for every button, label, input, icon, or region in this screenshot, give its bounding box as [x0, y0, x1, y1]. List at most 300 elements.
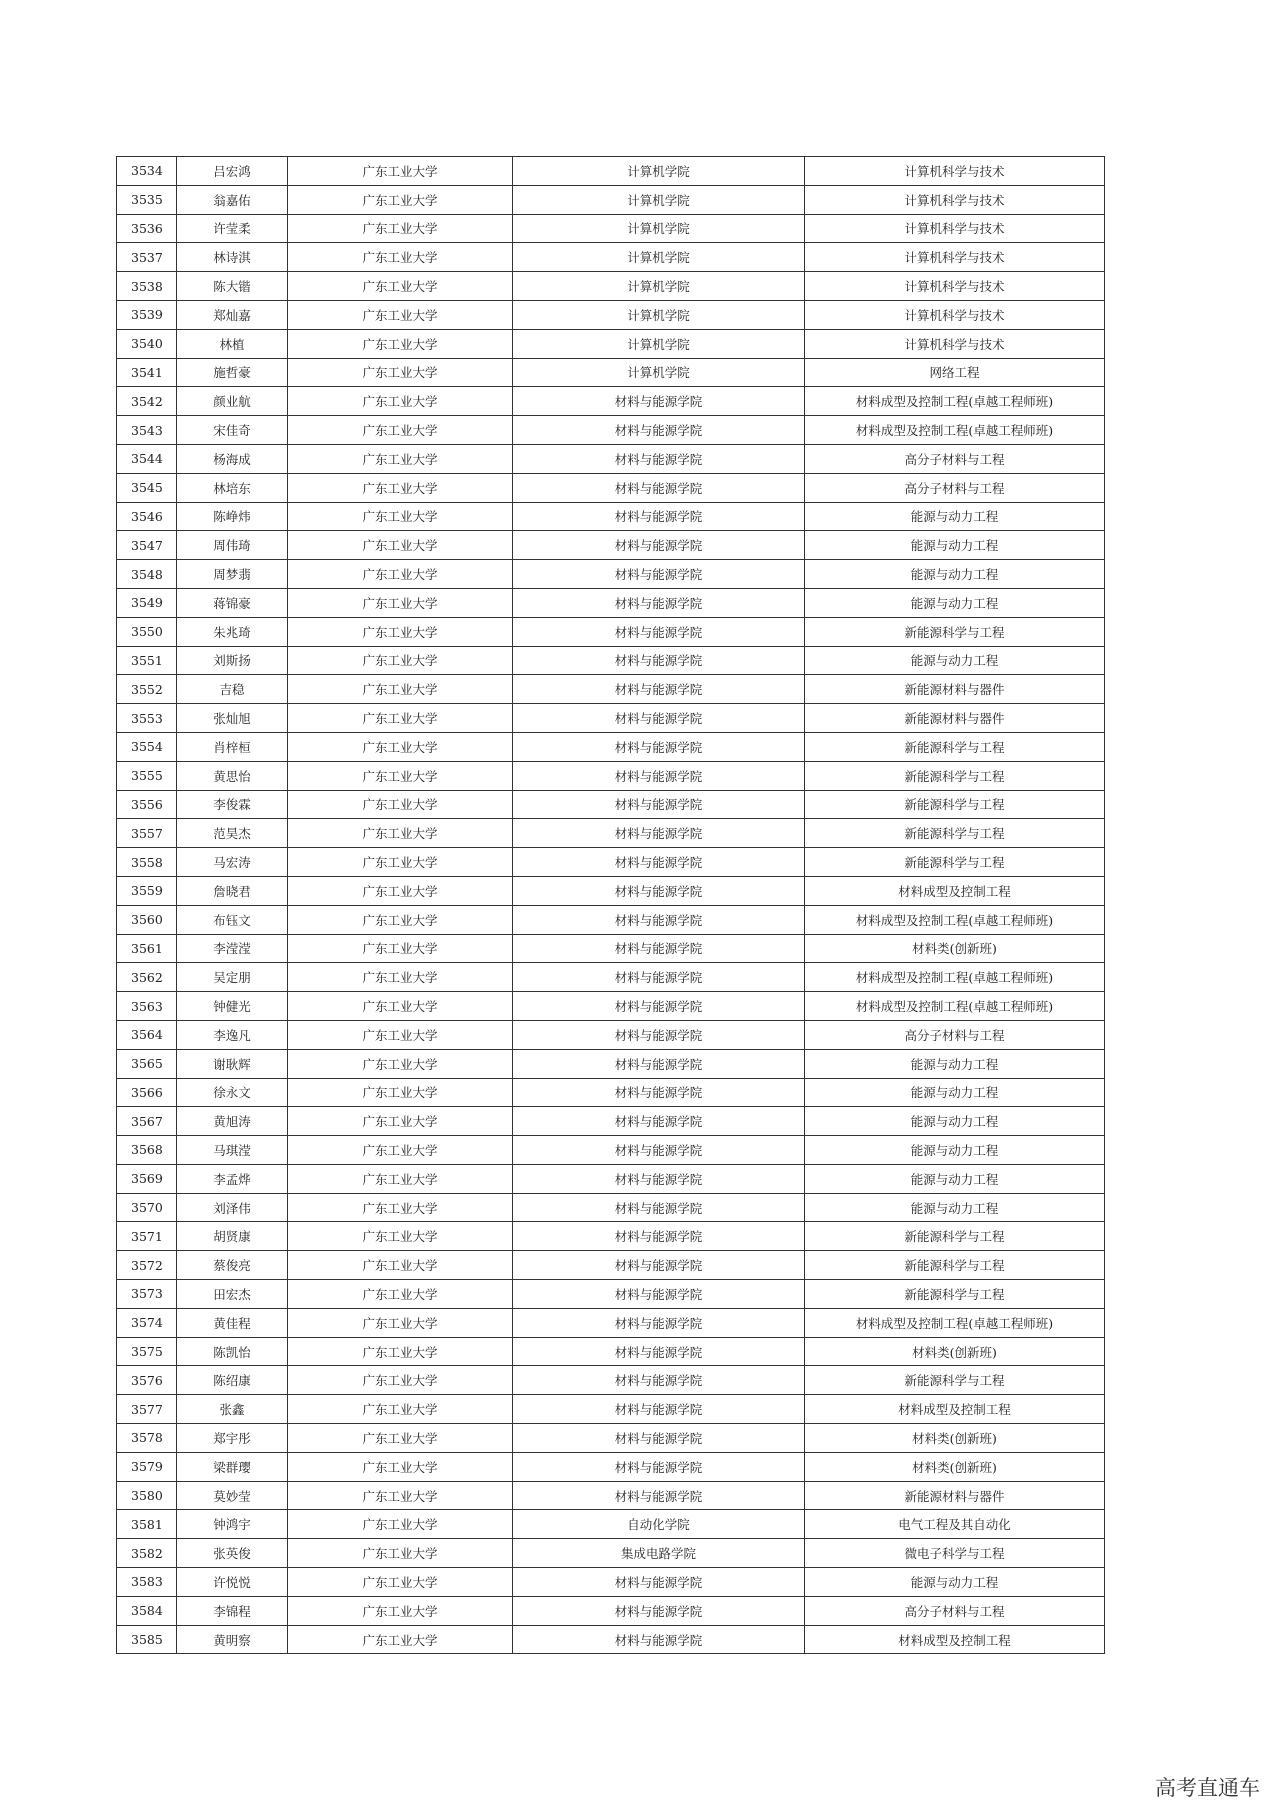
table-row — [117, 502, 1105, 531]
university-cell: 广东工业大学 — [288, 1308, 513, 1337]
row-number-cell: 3585 — [117, 1625, 177, 1654]
university-cell: 广东工业大学 — [288, 1366, 513, 1395]
student-name-cell: 李俊霖 — [177, 790, 288, 819]
row-number-cell: 3551 — [117, 646, 177, 675]
university-cell: 广东工业大学 — [288, 848, 513, 877]
row-number-cell: 3555 — [117, 761, 177, 790]
major-cell: 材料成型及控制工程(卓越工程师班) — [805, 387, 1105, 416]
table-row — [117, 876, 1105, 905]
row-number-cell: 3543 — [117, 416, 177, 445]
table-row — [117, 617, 1105, 646]
row-number-cell: 3536 — [117, 214, 177, 243]
row-number-cell: 3574 — [117, 1308, 177, 1337]
table-row — [117, 300, 1105, 329]
college-cell: 材料与能源学院 — [513, 1020, 805, 1049]
row-number-cell: 3565 — [117, 1049, 177, 1078]
table-row — [117, 1452, 1105, 1481]
college-cell: 材料与能源学院 — [513, 1424, 805, 1453]
university-cell: 广东工业大学 — [288, 761, 513, 790]
university-cell: 广东工业大学 — [288, 444, 513, 473]
university-cell: 广东工业大学 — [288, 502, 513, 531]
major-cell: 新能源科学与工程 — [805, 1280, 1105, 1309]
university-cell: 广东工业大学 — [288, 473, 513, 502]
university-cell: 广东工业大学 — [288, 819, 513, 848]
university-cell: 广东工业大学 — [288, 905, 513, 934]
row-number-cell: 3568 — [117, 1136, 177, 1165]
college-cell: 材料与能源学院 — [513, 1193, 805, 1222]
student-name-cell: 林培东 — [177, 473, 288, 502]
university-cell: 广东工业大学 — [288, 329, 513, 358]
college-cell: 计算机学院 — [513, 214, 805, 243]
college-cell: 计算机学院 — [513, 358, 805, 387]
table-row — [117, 588, 1105, 617]
major-cell: 新能源科学与工程 — [805, 819, 1105, 848]
row-number-cell: 3535 — [117, 185, 177, 214]
college-cell: 材料与能源学院 — [513, 416, 805, 445]
student-name-cell: 布钰文 — [177, 905, 288, 934]
student-name-cell: 陈绍康 — [177, 1366, 288, 1395]
college-cell: 材料与能源学院 — [513, 1596, 805, 1625]
table-row — [117, 675, 1105, 704]
college-cell: 计算机学院 — [513, 300, 805, 329]
row-number-cell: 3569 — [117, 1164, 177, 1193]
row-number-cell: 3570 — [117, 1193, 177, 1222]
college-cell: 材料与能源学院 — [513, 675, 805, 704]
row-number-cell: 3559 — [117, 876, 177, 905]
university-cell: 广东工业大学 — [288, 416, 513, 445]
major-cell: 计算机科学与技术 — [805, 329, 1105, 358]
student-name-cell: 许悦悦 — [177, 1568, 288, 1597]
university-cell: 广东工业大学 — [288, 1251, 513, 1280]
college-cell: 材料与能源学院 — [513, 444, 805, 473]
university-cell: 广东工业大学 — [288, 588, 513, 617]
student-name-cell: 詹晓君 — [177, 876, 288, 905]
student-name-cell: 钟鸿宇 — [177, 1510, 288, 1539]
university-cell: 广东工业大学 — [288, 157, 513, 186]
row-number-cell: 3567 — [117, 1107, 177, 1136]
table-row — [117, 732, 1105, 761]
row-number-cell: 3582 — [117, 1539, 177, 1568]
college-cell: 材料与能源学院 — [513, 1337, 805, 1366]
college-cell: 材料与能源学院 — [513, 876, 805, 905]
row-number-cell: 3571 — [117, 1222, 177, 1251]
table-row — [117, 1625, 1105, 1654]
table-row — [117, 1539, 1105, 1568]
table-row — [117, 1424, 1105, 1453]
major-cell: 能源与动力工程 — [805, 1164, 1105, 1193]
student-name-cell: 黄旭涛 — [177, 1107, 288, 1136]
major-cell: 能源与动力工程 — [805, 1568, 1105, 1597]
table-row — [117, 1510, 1105, 1539]
major-cell: 高分子材料与工程 — [805, 1596, 1105, 1625]
student-name-cell: 范昊杰 — [177, 819, 288, 848]
college-cell: 材料与能源学院 — [513, 761, 805, 790]
college-cell: 材料与能源学院 — [513, 905, 805, 934]
university-cell: 广东工业大学 — [288, 1193, 513, 1222]
college-cell: 材料与能源学院 — [513, 732, 805, 761]
row-number-cell: 3564 — [117, 1020, 177, 1049]
university-cell: 广东工业大学 — [288, 790, 513, 819]
row-number-cell: 3578 — [117, 1424, 177, 1453]
row-number-cell: 3550 — [117, 617, 177, 646]
table-row — [117, 992, 1105, 1021]
university-cell: 广东工业大学 — [288, 1510, 513, 1539]
student-name-cell: 张灿旭 — [177, 704, 288, 733]
major-cell: 能源与动力工程 — [805, 502, 1105, 531]
university-cell: 广东工业大学 — [288, 1222, 513, 1251]
major-cell: 计算机科学与技术 — [805, 300, 1105, 329]
university-cell: 广东工业大学 — [288, 1625, 513, 1654]
major-cell: 材料成型及控制工程(卓越工程师班) — [805, 963, 1105, 992]
student-name-cell: 吴定朋 — [177, 963, 288, 992]
row-number-cell: 3576 — [117, 1366, 177, 1395]
major-cell: 新能源材料与器件 — [805, 675, 1105, 704]
student-name-cell: 吉稳 — [177, 675, 288, 704]
table-row — [117, 1107, 1105, 1136]
major-cell: 新能源科学与工程 — [805, 1366, 1105, 1395]
college-cell: 材料与能源学院 — [513, 1136, 805, 1165]
college-cell: 材料与能源学院 — [513, 963, 805, 992]
student-name-cell: 刘泽伟 — [177, 1193, 288, 1222]
table-row — [117, 531, 1105, 560]
student-name-cell: 颜业航 — [177, 387, 288, 416]
university-cell: 广东工业大学 — [288, 185, 513, 214]
student-name-cell: 谢耿辉 — [177, 1049, 288, 1078]
student-name-cell: 李锦程 — [177, 1596, 288, 1625]
table-row — [117, 560, 1105, 589]
row-number-cell: 3577 — [117, 1395, 177, 1424]
university-cell: 广东工业大学 — [288, 1395, 513, 1424]
table-row — [117, 358, 1105, 387]
major-cell: 能源与动力工程 — [805, 1078, 1105, 1107]
university-cell: 广东工业大学 — [288, 300, 513, 329]
table-row — [117, 1280, 1105, 1309]
student-name-cell: 郑灿嘉 — [177, 300, 288, 329]
student-name-cell: 胡贤康 — [177, 1222, 288, 1251]
college-cell: 材料与能源学院 — [513, 1222, 805, 1251]
student-name-cell: 蒋锦豪 — [177, 588, 288, 617]
table-row — [117, 646, 1105, 675]
student-name-cell: 黄明察 — [177, 1625, 288, 1654]
university-cell: 广东工业大学 — [288, 732, 513, 761]
college-cell: 材料与能源学院 — [513, 704, 805, 733]
university-cell: 广东工业大学 — [288, 1596, 513, 1625]
university-cell: 广东工业大学 — [288, 272, 513, 301]
student-name-cell: 马宏涛 — [177, 848, 288, 877]
university-cell: 广东工业大学 — [288, 358, 513, 387]
table-row — [117, 185, 1105, 214]
table-row — [117, 704, 1105, 733]
college-cell: 计算机学院 — [513, 157, 805, 186]
row-number-cell: 3546 — [117, 502, 177, 531]
major-cell: 新能源材料与器件 — [805, 704, 1105, 733]
major-cell: 新能源科学与工程 — [805, 732, 1105, 761]
row-number-cell: 3539 — [117, 300, 177, 329]
college-cell: 材料与能源学院 — [513, 1308, 805, 1337]
college-cell: 材料与能源学院 — [513, 588, 805, 617]
table-row — [117, 1366, 1105, 1395]
college-cell: 材料与能源学院 — [513, 617, 805, 646]
row-number-cell: 3537 — [117, 243, 177, 272]
student-name-cell: 李孟烨 — [177, 1164, 288, 1193]
student-name-cell: 黄佳程 — [177, 1308, 288, 1337]
college-cell: 材料与能源学院 — [513, 531, 805, 560]
student-name-cell: 刘斯扬 — [177, 646, 288, 675]
major-cell: 计算机科学与技术 — [805, 185, 1105, 214]
table-row — [117, 243, 1105, 272]
major-cell: 计算机科学与技术 — [805, 157, 1105, 186]
student-name-cell: 陈大锴 — [177, 272, 288, 301]
major-cell: 高分子材料与工程 — [805, 473, 1105, 502]
college-cell: 材料与能源学院 — [513, 387, 805, 416]
university-cell: 广东工业大学 — [288, 992, 513, 1021]
student-name-cell: 陈凯怡 — [177, 1337, 288, 1366]
student-name-cell: 翁嘉佑 — [177, 185, 288, 214]
student-name-cell: 钟健光 — [177, 992, 288, 1021]
university-cell: 广东工业大学 — [288, 617, 513, 646]
table-row — [117, 934, 1105, 963]
table-row — [117, 1395, 1105, 1424]
row-number-cell: 3557 — [117, 819, 177, 848]
table-row — [117, 1568, 1105, 1597]
university-cell: 广东工业大学 — [288, 1078, 513, 1107]
university-cell: 广东工业大学 — [288, 1424, 513, 1453]
row-number-cell: 3572 — [117, 1251, 177, 1280]
table-row — [117, 473, 1105, 502]
table-row — [117, 1193, 1105, 1222]
university-cell: 广东工业大学 — [288, 934, 513, 963]
row-number-cell: 3573 — [117, 1280, 177, 1309]
college-cell: 材料与能源学院 — [513, 1049, 805, 1078]
student-name-cell: 黄思怡 — [177, 761, 288, 790]
row-number-cell: 3538 — [117, 272, 177, 301]
major-cell: 材料类(创新班) — [805, 1424, 1105, 1453]
row-number-cell: 3558 — [117, 848, 177, 877]
student-name-cell: 梁群璎 — [177, 1452, 288, 1481]
university-cell: 广东工业大学 — [288, 1107, 513, 1136]
table-row — [117, 848, 1105, 877]
major-cell: 材料成型及控制工程 — [805, 876, 1105, 905]
table-row — [117, 819, 1105, 848]
table-row — [117, 1222, 1105, 1251]
major-cell: 电气工程及其自动化 — [805, 1510, 1105, 1539]
row-number-cell: 3575 — [117, 1337, 177, 1366]
table-body — [117, 157, 1105, 1654]
university-cell: 广东工业大学 — [288, 675, 513, 704]
watermark-text: 高考直通车 — [1155, 1776, 1260, 1800]
row-number-cell: 3541 — [117, 358, 177, 387]
table-row — [117, 214, 1105, 243]
student-name-cell: 施哲豪 — [177, 358, 288, 387]
table-row — [117, 1049, 1105, 1078]
student-name-cell: 马琪滢 — [177, 1136, 288, 1165]
table-row — [117, 444, 1105, 473]
major-cell: 新能源科学与工程 — [805, 790, 1105, 819]
student-name-cell: 郑宇彤 — [177, 1424, 288, 1453]
major-cell: 新能源科学与工程 — [805, 848, 1105, 877]
table-row — [117, 1337, 1105, 1366]
table-row — [117, 761, 1105, 790]
row-number-cell: 3540 — [117, 329, 177, 358]
table-row — [117, 157, 1105, 186]
row-number-cell: 3548 — [117, 560, 177, 589]
table-row — [117, 905, 1105, 934]
major-cell: 材料成型及控制工程 — [805, 1395, 1105, 1424]
student-name-cell: 林植 — [177, 329, 288, 358]
row-number-cell: 3581 — [117, 1510, 177, 1539]
university-cell: 广东工业大学 — [288, 560, 513, 589]
college-cell: 材料与能源学院 — [513, 1568, 805, 1597]
college-cell: 材料与能源学院 — [513, 1366, 805, 1395]
row-number-cell: 3553 — [117, 704, 177, 733]
college-cell: 材料与能源学院 — [513, 1280, 805, 1309]
college-cell: 材料与能源学院 — [513, 560, 805, 589]
row-number-cell: 3542 — [117, 387, 177, 416]
major-cell: 新能源科学与工程 — [805, 761, 1105, 790]
table-row — [117, 1481, 1105, 1510]
student-name-cell: 林诗淇 — [177, 243, 288, 272]
student-name-cell: 吕宏鸿 — [177, 157, 288, 186]
major-cell: 微电子科学与工程 — [805, 1539, 1105, 1568]
college-cell: 材料与能源学院 — [513, 502, 805, 531]
university-cell: 广东工业大学 — [288, 1020, 513, 1049]
university-cell: 广东工业大学 — [288, 704, 513, 733]
table-row — [117, 1020, 1105, 1049]
student-name-cell: 宋佳奇 — [177, 416, 288, 445]
university-cell: 广东工业大学 — [288, 214, 513, 243]
major-cell: 能源与动力工程 — [805, 646, 1105, 675]
row-number-cell: 3545 — [117, 473, 177, 502]
major-cell: 材料类(创新班) — [805, 1337, 1105, 1366]
admission-list-table — [116, 156, 1105, 1654]
row-number-cell: 3549 — [117, 588, 177, 617]
major-cell: 材料成型及控制工程(卓越工程师班) — [805, 1308, 1105, 1337]
college-cell: 计算机学院 — [513, 329, 805, 358]
row-number-cell: 3554 — [117, 732, 177, 761]
student-name-cell: 杨海成 — [177, 444, 288, 473]
major-cell: 计算机科学与技术 — [805, 272, 1105, 301]
table-row — [117, 329, 1105, 358]
student-name-cell: 周梦翡 — [177, 560, 288, 589]
university-cell: 广东工业大学 — [288, 1136, 513, 1165]
student-name-cell: 许莹柔 — [177, 214, 288, 243]
college-cell: 材料与能源学院 — [513, 790, 805, 819]
college-cell: 材料与能源学院 — [513, 1395, 805, 1424]
row-number-cell: 3561 — [117, 934, 177, 963]
major-cell: 新能源材料与器件 — [805, 1481, 1105, 1510]
row-number-cell: 3552 — [117, 675, 177, 704]
student-name-cell: 蔡俊亮 — [177, 1251, 288, 1280]
row-number-cell: 3580 — [117, 1481, 177, 1510]
college-cell: 材料与能源学院 — [513, 934, 805, 963]
table-row — [117, 1308, 1105, 1337]
row-number-cell: 3583 — [117, 1568, 177, 1597]
student-name-cell: 田宏杰 — [177, 1280, 288, 1309]
student-name-cell: 肖梓桓 — [177, 732, 288, 761]
university-cell: 广东工业大学 — [288, 1539, 513, 1568]
table-row — [117, 963, 1105, 992]
college-cell: 材料与能源学院 — [513, 1625, 805, 1654]
college-cell: 材料与能源学院 — [513, 1251, 805, 1280]
row-number-cell: 3584 — [117, 1596, 177, 1625]
major-cell: 计算机科学与技术 — [805, 243, 1105, 272]
major-cell: 新能源科学与工程 — [805, 1251, 1105, 1280]
row-number-cell: 3556 — [117, 790, 177, 819]
table-row — [117, 1078, 1105, 1107]
college-cell: 材料与能源学院 — [513, 1164, 805, 1193]
university-cell: 广东工业大学 — [288, 531, 513, 560]
university-cell: 广东工业大学 — [288, 1337, 513, 1366]
major-cell: 能源与动力工程 — [805, 1193, 1105, 1222]
college-cell: 材料与能源学院 — [513, 992, 805, 1021]
major-cell: 材料成型及控制工程(卓越工程师班) — [805, 992, 1105, 1021]
university-cell: 广东工业大学 — [288, 1568, 513, 1597]
table-row — [117, 416, 1105, 445]
table-row — [117, 1596, 1105, 1625]
table-row — [117, 1164, 1105, 1193]
major-cell: 高分子材料与工程 — [805, 444, 1105, 473]
college-cell: 自动化学院 — [513, 1510, 805, 1539]
college-cell: 材料与能源学院 — [513, 1107, 805, 1136]
college-cell: 计算机学院 — [513, 243, 805, 272]
student-name-cell: 张鑫 — [177, 1395, 288, 1424]
student-name-cell: 李滢滢 — [177, 934, 288, 963]
major-cell: 计算机科学与技术 — [805, 214, 1105, 243]
major-cell: 材料成型及控制工程(卓越工程师班) — [805, 905, 1105, 934]
college-cell: 材料与能源学院 — [513, 819, 805, 848]
college-cell: 材料与能源学院 — [513, 1481, 805, 1510]
student-name-cell: 张英俊 — [177, 1539, 288, 1568]
row-number-cell: 3562 — [117, 963, 177, 992]
college-cell: 计算机学院 — [513, 272, 805, 301]
college-cell: 计算机学院 — [513, 185, 805, 214]
major-cell: 材料类(创新班) — [805, 1452, 1105, 1481]
row-number-cell: 3534 — [117, 157, 177, 186]
major-cell: 高分子材料与工程 — [805, 1020, 1105, 1049]
major-cell: 能源与动力工程 — [805, 588, 1105, 617]
university-cell: 广东工业大学 — [288, 1049, 513, 1078]
major-cell: 网络工程 — [805, 358, 1105, 387]
major-cell: 新能源科学与工程 — [805, 617, 1105, 646]
college-cell: 材料与能源学院 — [513, 646, 805, 675]
major-cell: 能源与动力工程 — [805, 531, 1105, 560]
student-name-cell: 莫妙莹 — [177, 1481, 288, 1510]
college-cell: 集成电路学院 — [513, 1539, 805, 1568]
student-name-cell: 徐永文 — [177, 1078, 288, 1107]
university-cell: 广东工业大学 — [288, 876, 513, 905]
row-number-cell: 3544 — [117, 444, 177, 473]
university-cell: 广东工业大学 — [288, 1280, 513, 1309]
university-cell: 广东工业大学 — [288, 387, 513, 416]
university-cell: 广东工业大学 — [288, 243, 513, 272]
major-cell: 新能源科学与工程 — [805, 1222, 1105, 1251]
major-cell: 材料成型及控制工程(卓越工程师班) — [805, 416, 1105, 445]
university-cell: 广东工业大学 — [288, 1164, 513, 1193]
table-row — [117, 387, 1105, 416]
table-row — [117, 1136, 1105, 1165]
college-cell: 材料与能源学院 — [513, 1078, 805, 1107]
row-number-cell: 3563 — [117, 992, 177, 1021]
college-cell: 材料与能源学院 — [513, 848, 805, 877]
university-cell: 广东工业大学 — [288, 1452, 513, 1481]
major-cell: 材料类(创新班) — [805, 934, 1105, 963]
table-row — [117, 790, 1105, 819]
table-row — [117, 272, 1105, 301]
student-name-cell: 陈峥炜 — [177, 502, 288, 531]
student-name-cell: 朱兆琦 — [177, 617, 288, 646]
university-cell: 广东工业大学 — [288, 1481, 513, 1510]
university-cell: 广东工业大学 — [288, 646, 513, 675]
